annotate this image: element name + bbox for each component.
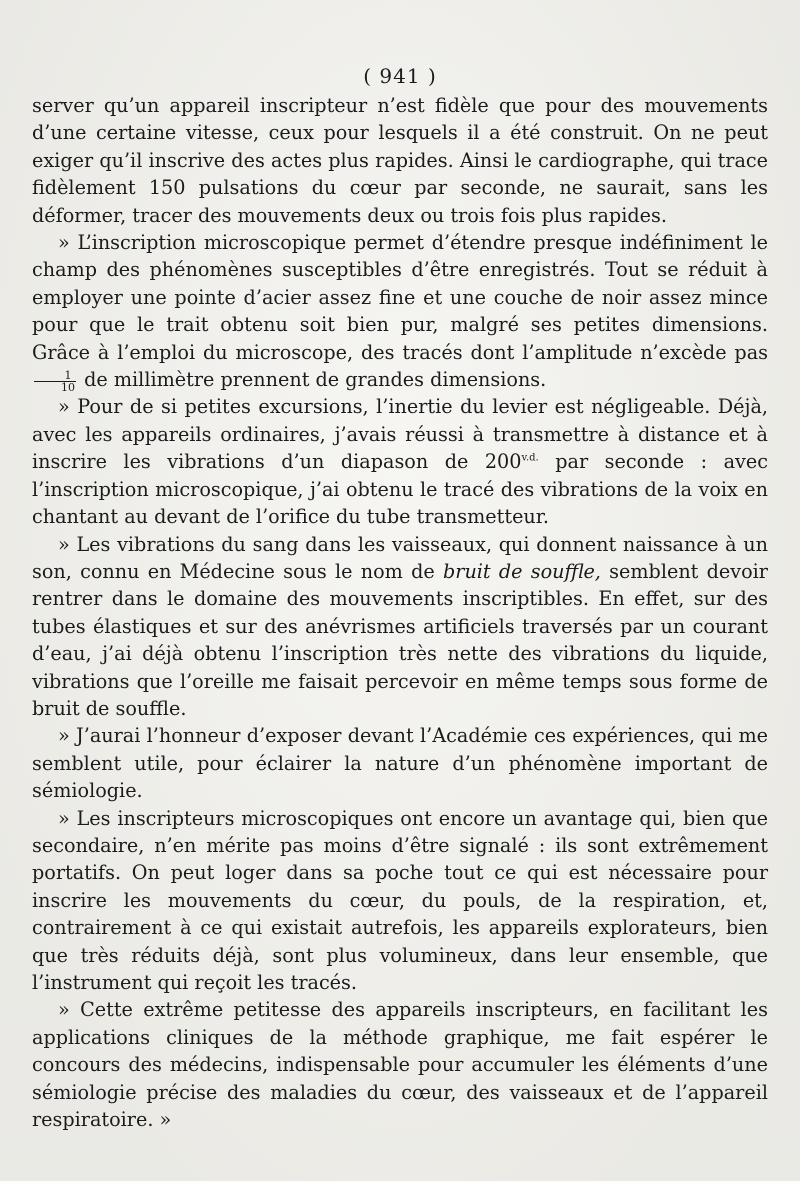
italic-term: bruit de souffle,: [442, 559, 601, 583]
paragraph-5: » J’aurai l’honneur d’exposer devant l’Académie ces expériences, qui me semblent utile, pour éclairer la nature d’un phénomène important de sémiologie.: [32, 724, 768, 803]
fraction-one-tenth: [34, 370, 76, 393]
paragraph-6: » Les inscripteurs microscopiques ont encore un avantage qui, bien que secondaire, n’en mérite pas moins d’être signalé : ils sont extrêmement portatifs. On peut loger dans sa poche tout ce qui est nécessaire pour inscrire les mouvements du cœur, du pouls, de la respiration, et, contrairement à ce qui existait autrefois, les appareils explorateurs, bien que très réduits déjà, sont plus volumineux, dans leur ensemble, que l’instrument qui reçoit les tracés.: [32, 806, 768, 994]
page-number: ( 941 ): [363, 64, 437, 88]
paragraph-3: [32, 393, 768, 530]
body-text: [32, 92, 768, 1133]
paragraph-4-text: » Les vibrations du sang dans les vaisseaux, qui donnent naissance à un son, connu en Médecine sous le nom de: [32, 532, 768, 583]
paragraph-4-text-end: semblent devoir rentrer dans le domaine des mouvements inscriptibles. En effet, sur des tubes élastiques et sur des anévrismes artificiels traversés par un courant d’eau, j’ai déjà obtenu l’inscription très nette des vibrations du liquide, vibrations que l’oreille me faisait percevoir en même temps sous forme de bruit de souffle.: [32, 559, 768, 720]
paragraph-1: server qu’un appareil inscripteur n’est fidèle que pour des mouvements d’une certaine vitesse, ceux pour lesquels il a été construit. On ne peut exiger qu’il inscrive des actes plus rapides. Ainsi le cardiographe, qui trace fidèlement 150 pulsations du cœur par seconde, ne saurait, sans les déformer, tracer des mouvements deux ou trois fois plus rapides.: [32, 94, 768, 227]
paragraph-2-text: » L’inscription microscopique permet d’étendre presque indéfiniment le champ des phénomènes susceptibles d’être enregistrés. Tout se réduit à employer une pointe d’acier assez fine et une couche de noir assez mince pour que le trait obtenu soit bien pur, malgré ses petites dimensions. Grâce à l’emploi du microscope, des tracés dont l’amplitude n’excède pas: [32, 231, 768, 364]
fraction-numerator: 1: [34, 370, 76, 382]
paragraph-7: » Cette extrême petitesse des appareils inscripteurs, en facilitant les applications cliniques de la méthode graphique, me fait espérer le concours des médecins, indispensable pour accumuler les éléments d’une sémiologie précise des maladies du cœur, des vaisseaux et de l’appareil respiratoire. »: [32, 998, 768, 1132]
fraction-denominator: 10: [61, 380, 75, 394]
paragraph-3-text: » Pour de si petites excursions, l’inertie du levier est négligeable. Déjà, avec les appareils ordinaires, j’avais réussi à transmettre à distance et à inscrire les vibrations d’un diapason de 200: [32, 395, 768, 474]
superscript-vd: v.d.: [521, 452, 539, 464]
paragraph-3-text-end: par seconde : avec l’inscription microscopique, j’ai obtenu le tracé des vibrations de la voix en chantant au devant de l’orifice du tube transmetteur.: [32, 450, 768, 529]
paragraph-2: [32, 229, 768, 393]
paragraph-4: [32, 531, 768, 723]
paragraph-2-text-end: de millimètre prennent de grandes dimensions.: [84, 368, 547, 392]
